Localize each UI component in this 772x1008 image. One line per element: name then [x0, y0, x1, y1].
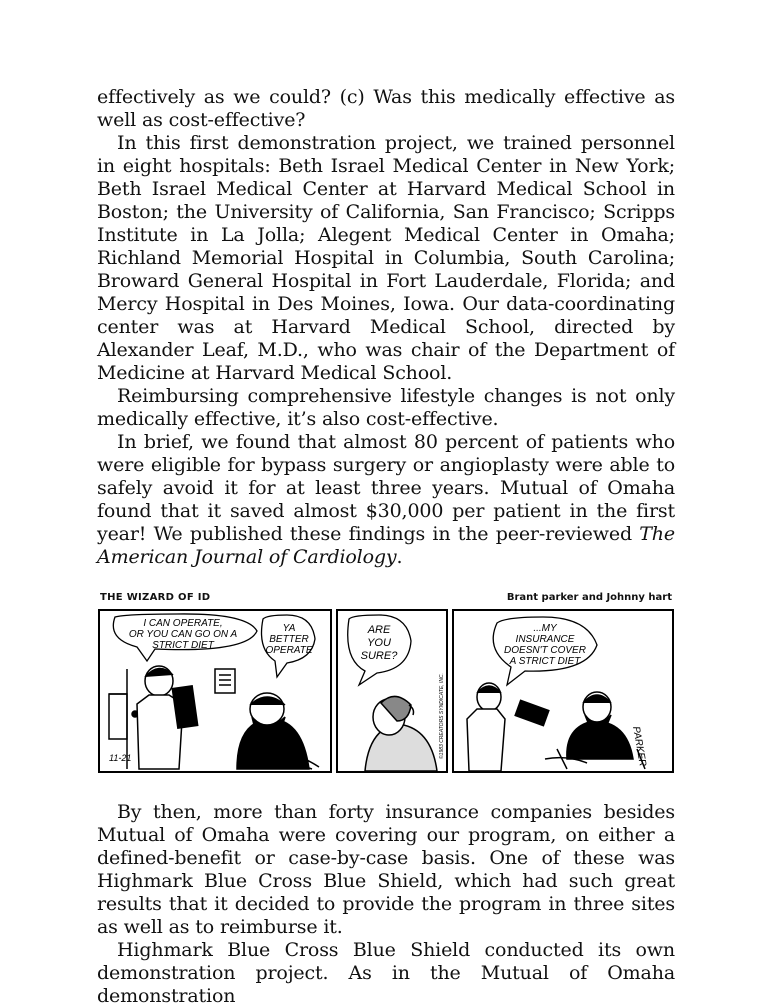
- panel3-bubble-line1: ...MY: [533, 623, 557, 634]
- paragraph-4-end: .: [396, 546, 403, 568]
- paragraph-5: By then, more than forty insurance companies besides Mutual of Omaha were covering our program, on either a defined-benefit or case-by-case basis. One of these was Highmark Blue Cross Blue Shield, which had such great results that it decided to provide the program in three sites as well as to reimburse it.: [97, 801, 675, 938]
- panel1-bubble1-line3: STRICT DIET: [152, 640, 214, 651]
- comic-signature: PARKER: [630, 725, 648, 768]
- panel3-bubble-line2: INSURANCE: [515, 634, 575, 645]
- panel2-bubble-line2: YOU: [367, 637, 391, 649]
- paragraph-4-text: In brief, we found that almost 80 percent of patients who were eligible for bypass surgery or angioplasty were able to safely avoid it for at least three years. Mutual of Omaha found that it saved almost $30,000 per patient in the first year! We published these findings in the peer-reviewed: [97, 431, 675, 545]
- paragraph-6: Highmark Blue Cross Blue Shield conducted its own demonstration project. As in the Mutual of Omaha demonstration: [97, 939, 675, 1007]
- panel1-bubble1-line1: I CAN OPERATE,: [143, 618, 223, 629]
- comic-header: [100, 592, 675, 608]
- panel2-bubble-line1: ARE: [367, 624, 391, 636]
- comic-strip: [97, 592, 675, 776]
- panel1-bubble2-line2: BETTER: [269, 634, 309, 645]
- panel2-bubble-line3: SURE?: [360, 650, 398, 662]
- panel1-bubble2-line1: YA: [282, 623, 296, 634]
- panel1-bubble1-line2: OR YOU CAN GO ON A: [128, 629, 238, 640]
- panel1-art: [109, 666, 319, 769]
- comic-copyright: ©1983 CREATORS SYNDICATE, INC.: [439, 673, 445, 759]
- comic-credit: Brant parker and Johnny hart: [506, 592, 672, 603]
- paragraph-2: In this first demonstration project, we trained personnel in eight hospitals: Beth Israel Medical Center in New York; Beth Israel Medical Center at Harvard Medical School in Boston; the University of California, San Francisco; Scripps Institute in La Jolla; Alegent Medical Center in Omaha; Richland Memorial Hospital in Columbia, South Carolina; Broward General Hospital in Fort Lauderdale, Florida; and Mercy Hospital in Des Moines, Iowa. Our data-coordinating center was at Harvard Medical School, directed by Alexander Leaf, M.D., who was chair of the Department of Medicine at Harvard Medical School.: [97, 132, 675, 384]
- panel1-bubble2-line3: OPERATE: [265, 645, 313, 656]
- comic-date: 11-21: [109, 753, 132, 763]
- page-body: [97, 86, 675, 1008]
- paragraph-1: effectively as we could? (c) Was this medically effective as well as cost-effective?: [97, 86, 675, 131]
- paragraph-4: [97, 431, 675, 569]
- paragraph-3: Reimbursing comprehensive lifestyle changes is not only medically effective, it’s also cost-effective.: [97, 385, 675, 430]
- comic-panels: [97, 609, 675, 774]
- journal-title: The American Journal of Cardiology: [97, 523, 675, 568]
- panel3-bubble-line4: A STRICT DIET: [509, 656, 581, 667]
- comic-title: THE WIZARD OF ID: [100, 592, 211, 603]
- panel3-bubble-line3: DOESN'T COVER: [504, 645, 586, 656]
- panel2-art: [365, 696, 437, 771]
- panel3-art: [467, 683, 645, 771]
